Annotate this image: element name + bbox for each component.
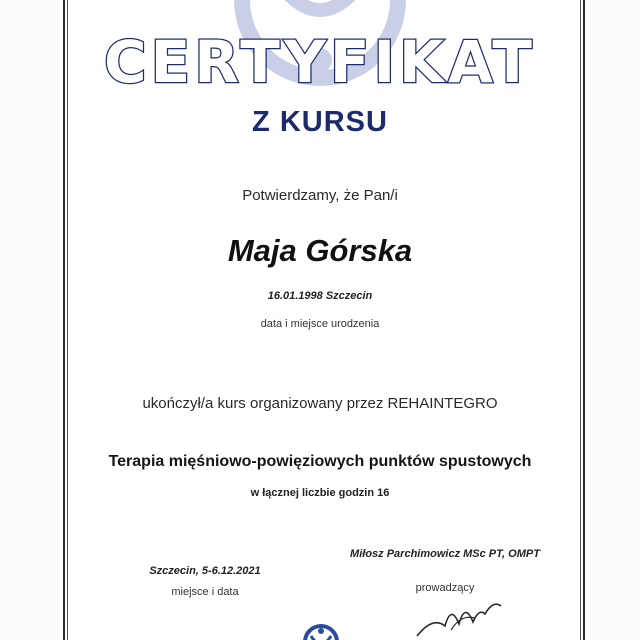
instructor-label: prowadzący	[415, 582, 475, 594]
completion-text: ukończył/a kurs organizowany przez REHAINTEGRO	[142, 395, 498, 412]
course-name: Terapia mięśniowo-powięziowych punktów spustowych	[108, 453, 532, 470]
birth-label: data i miejsce urodzenia	[260, 318, 380, 330]
place-date-label: miejsce i data	[171, 586, 239, 598]
place-date: Szczecin, 5-6.12.2021	[149, 565, 261, 577]
birth-info: 16.01.1998 Szczecin	[267, 290, 373, 302]
participant-name: Maja Górska	[227, 233, 413, 268]
certificate-subtitle: Z KURSU	[252, 106, 388, 138]
course-hours: w łącznej liczbie godzin 16	[250, 487, 390, 499]
logo-icon	[301, 622, 341, 640]
confirm-text: Potwierdzamy, że Pan/i	[242, 187, 398, 204]
certificate-title: CERTYFIKAT	[104, 28, 536, 96]
signature-icon	[415, 596, 505, 640]
instructor-name: Miłosz Parchimowicz MSc PT, OMPT	[350, 548, 540, 560]
